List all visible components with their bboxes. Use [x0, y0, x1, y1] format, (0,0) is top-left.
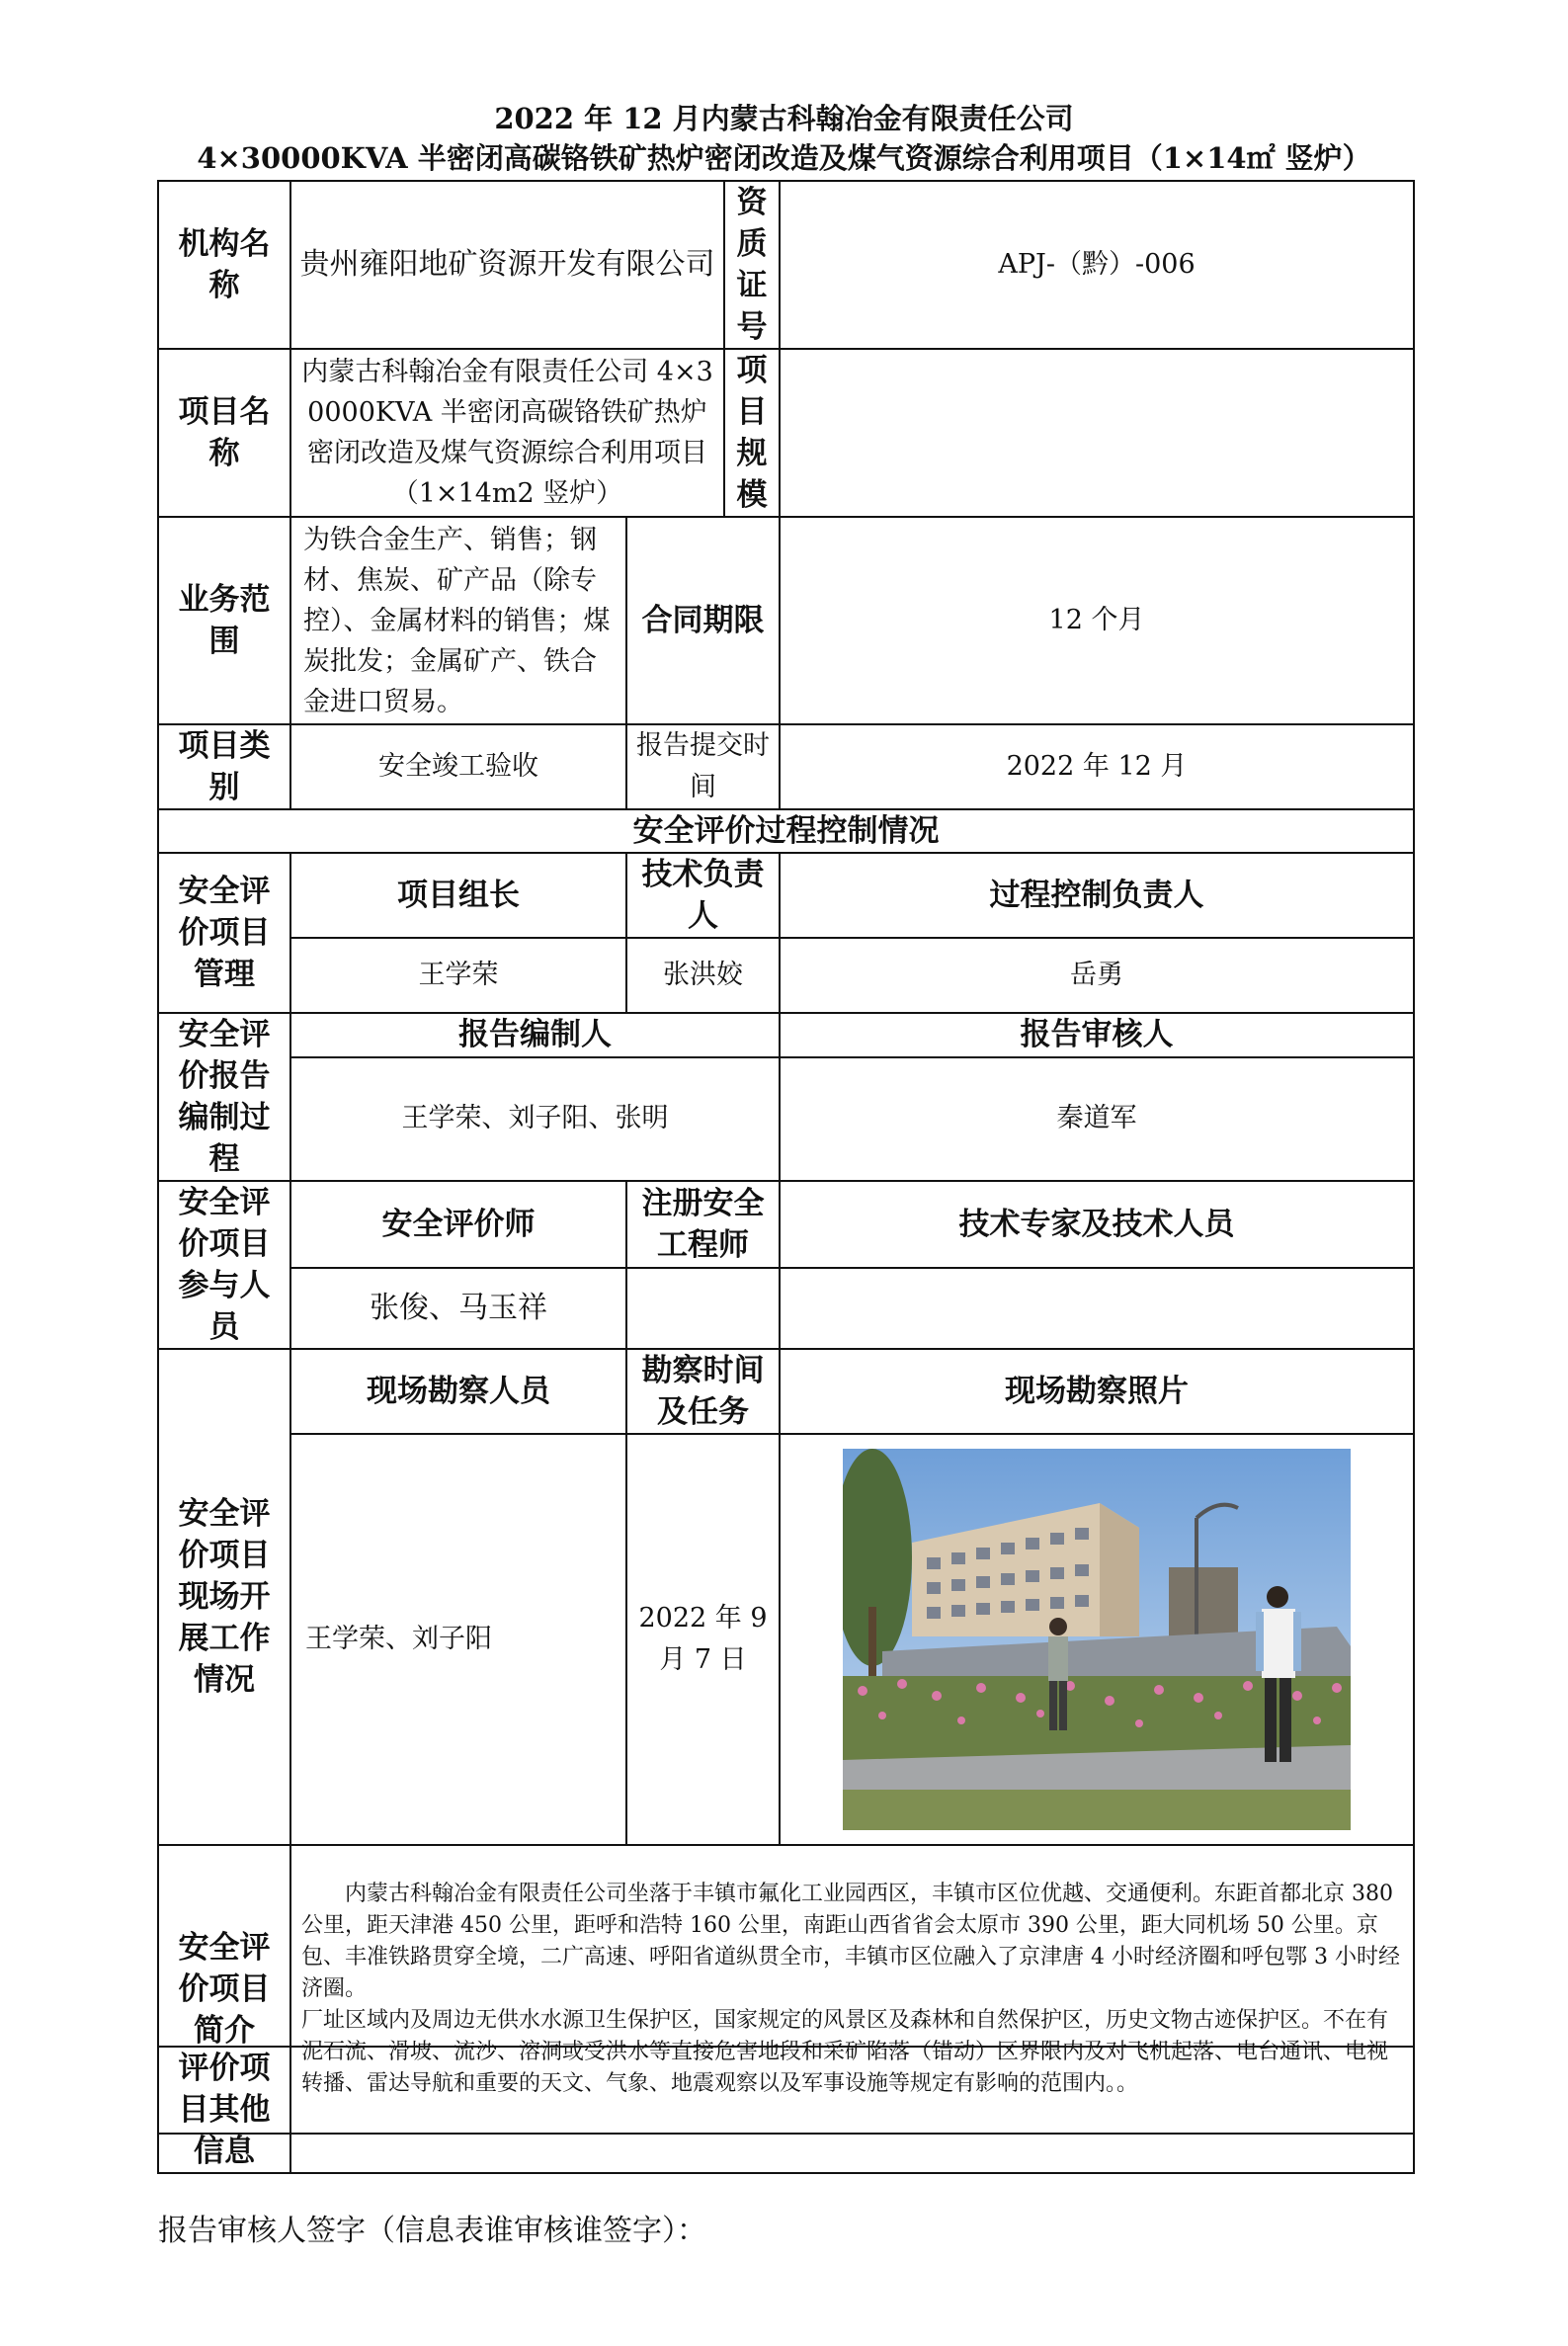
report-reviewer-value: 秦道军 — [780, 1057, 1414, 1181]
project-type-value: 安全竣工验收 — [290, 724, 626, 809]
project-intro-label: 安全评价项目简介 — [158, 1845, 290, 2134]
evaluator-value: 张俊、马玉祥 — [290, 1268, 626, 1349]
field-staff-value: 王学荣、刘子阳 — [290, 1434, 626, 1845]
process-section-title: 安全评价过程控制情况 — [158, 809, 1414, 853]
contract-term-label: 合同期限 — [626, 517, 780, 724]
project-scale-label: 项目规模 — [724, 349, 780, 517]
report-process-label: 安全评价报告编制过程 — [158, 1013, 290, 1181]
business-scope-label: 业务范围 — [158, 517, 290, 724]
document-subtitle: 4×30000KVA 半密闭高碳铬铁矿热炉密闭改造及煤气资源综合利用项目（1×14㎡ 竖炉） — [197, 141, 1371, 175]
management-label: 安全评价项目管理 — [158, 853, 290, 1013]
info-table — [157, 180, 1415, 2135]
reviewer-signature-line: 报告审核人签字（信息表谁审核谁签字）： — [158, 2214, 706, 2248]
other-info-table — [157, 2046, 1415, 2174]
field-work-label: 安全评价项目现场开展工作情况 — [158, 1349, 290, 1845]
org-label: 机构名称 — [158, 181, 290, 349]
process-control-value: 岳勇 — [780, 938, 1414, 1013]
expert-header: 技术专家及技术人员 — [780, 1181, 1414, 1268]
project-intro-paragraph-2: 厂址区域内及周边无供水水源卫生保护区，国家规定的风景区及森林和自然保护区，历史文物古迹保护区。不在有泥石流、滑坡、流沙、溶洞或受洪水等直接危害地段和采矿陷落（错动）区界限内及对飞机起落、电台通讯、电视转播、雷达导航和重要的天文、气象、地震观察以及军事设施等规定有影响的范围内。。 — [301, 2008, 1389, 2096]
business-scope-value: 为铁合金生产、销售；钢材、焦炭、矿产品（除专控）、金属材料的销售；煤炭批发；金属矿产、铁合金进口贸易。 — [290, 517, 626, 724]
field-photo-cell — [780, 1434, 1414, 1845]
report-author-header: 报告编制人 — [290, 1013, 780, 1057]
participants-label: 安全评价项目参与人员 — [158, 1181, 290, 1349]
other-info-label: 评价项目其他信息 — [158, 2047, 290, 2173]
field-time-header: 勘察时间及任务 — [626, 1349, 780, 1434]
other-info-value — [290, 2047, 1414, 2173]
project-intro-paragraph-1: 内蒙古科翰冶金有限责任公司坐落于丰镇市氟化工业园西区，丰镇市区位优越、交通便利。东距首都北京 380 公里，距天津港 450 公里，距呼和浩特 160 公里，南距山西省省会太原市 390 公里，距大同机场 50 公里。京包、丰准铁路贯穿全境，二广高速、呼阳省道纵贯全市，丰镇市区位融入了京津唐 4 小时经济圈和呼包鄂 3 小时经济圈。 — [301, 1882, 1400, 2001]
project-name-label: 项目名称 — [158, 349, 290, 517]
project-type-label: 项目类别 — [158, 724, 290, 809]
submit-time-value: 2022 年 12 月 — [780, 724, 1414, 809]
cert-value: APJ-（黔）-006 — [780, 181, 1414, 349]
leader-value: 王学荣 — [290, 938, 626, 1013]
report-reviewer-header: 报告审核人 — [780, 1013, 1414, 1057]
project-name-value: 内蒙古科翰冶金有限责任公司 4×30000KVA 半密闭高碳铬铁矿热炉密闭改造及煤气资源综合利用项目（1×14m2 竖炉） — [290, 349, 724, 517]
contract-term-value: 12 个月 — [780, 517, 1414, 724]
evaluator-header: 安全评价师 — [290, 1181, 626, 1268]
safety-engineer-header: 注册安全工程师 — [626, 1181, 780, 1268]
report-authors-value: 王学荣、刘子阳、张明 — [290, 1057, 780, 1181]
org-value: 贵州雍阳地矿资源开发有限公司 — [290, 181, 724, 349]
expert-value — [780, 1268, 1414, 1349]
field-staff-header: 现场勘察人员 — [290, 1349, 626, 1434]
tech-lead-header: 技术负责人 — [626, 853, 780, 938]
submit-time-label: 报告提交时间 — [626, 724, 780, 809]
process-control-header: 过程控制负责人 — [780, 853, 1414, 938]
field-time-value: 2022 年 9 月 7 日 — [626, 1434, 780, 1845]
leader-header: 项目组长 — [290, 853, 626, 938]
project-scale-value — [780, 349, 1414, 517]
field-survey-photo — [843, 1449, 1351, 1830]
field-photo-header: 现场勘察照片 — [780, 1349, 1414, 1434]
tech-lead-value: 张洪姣 — [626, 938, 780, 1013]
cert-label: 资质证号 — [724, 181, 780, 349]
document-title: 2022 年 12 月内蒙古科翰冶金有限责任公司 — [494, 102, 1074, 135]
safety-engineer-value — [626, 1268, 780, 1349]
